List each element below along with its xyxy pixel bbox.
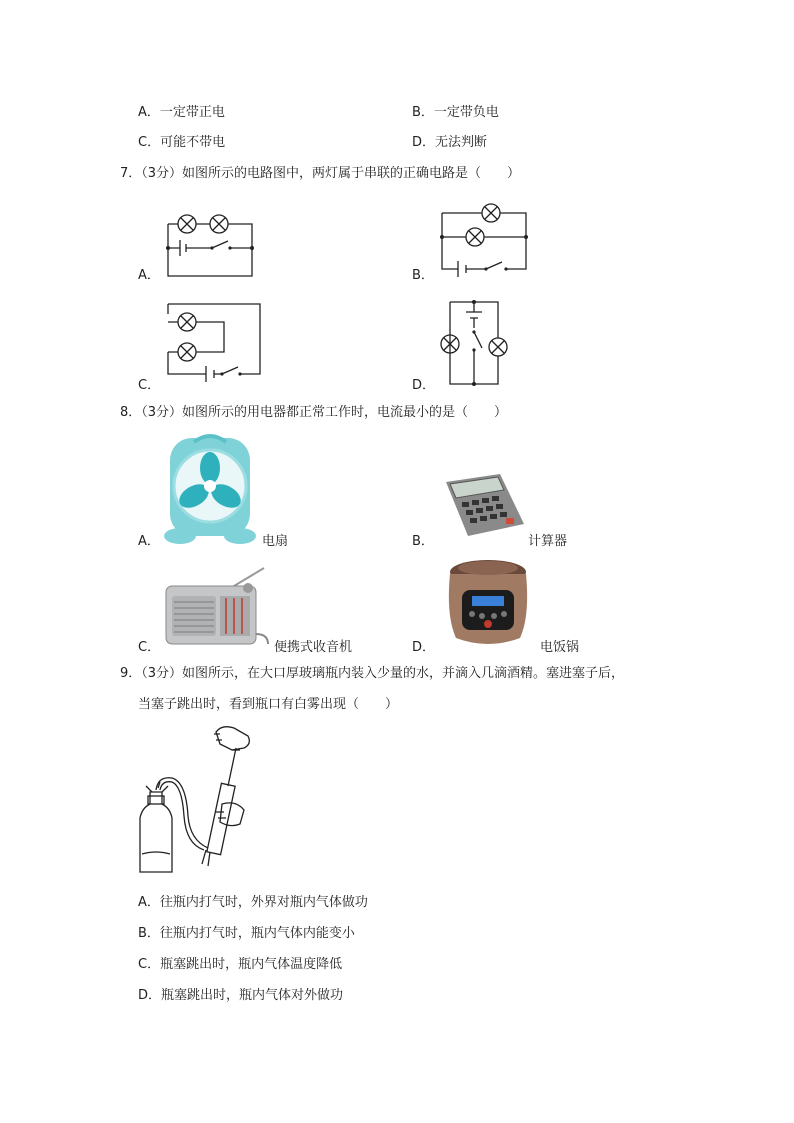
electric-fan-image — [162, 436, 258, 546]
calculator-image — [440, 474, 526, 540]
option-key: C． — [138, 135, 161, 150]
option-text: 瓶塞跳出时，瓶内气体温度降低 — [160, 957, 343, 972]
circuit-b-diagram — [438, 203, 538, 279]
q9-option-d — [138, 988, 343, 1004]
lamp-icon — [178, 215, 196, 233]
q7-label-b: B． — [412, 268, 434, 283]
switch-icon — [472, 330, 482, 351]
circuit-d-diagram — [440, 298, 520, 388]
option-text: 往瓶内打气时，外界对瓶内气体做功 — [159, 895, 368, 910]
option-text: 一定带正电 — [159, 105, 225, 120]
lamp-icon — [466, 228, 484, 246]
switch-icon — [484, 262, 507, 271]
circuit-c-diagram — [164, 300, 264, 380]
q8-option-d-text: 电饭锅 — [540, 640, 580, 655]
option-text: 可能不带电 — [160, 135, 226, 150]
option-text: 无法判断 — [435, 135, 488, 150]
q8-option-c-key: C． — [138, 640, 161, 655]
switch-icon — [210, 241, 231, 250]
option-key: D． — [138, 988, 162, 1003]
q9-stem-line1: 9．（3分）如图所示，在大口厚玻璃瓶内装入少量的水，并滴入几滴酒精。塞进塞子后， — [120, 666, 625, 681]
q8-option-c-text: 便携式收音机 — [274, 640, 353, 655]
battery-icon — [206, 366, 214, 382]
option-key: B． — [412, 105, 434, 120]
option-key: C． — [138, 957, 161, 972]
option-key: A． — [138, 105, 160, 120]
q8-option-b-key: B． — [412, 534, 434, 549]
q7-label-a: A． — [138, 268, 160, 283]
q6-option-d — [412, 135, 487, 151]
option-text: 一定带负电 — [433, 105, 499, 120]
battery-icon — [180, 240, 186, 256]
q7-label-d: D． — [412, 378, 436, 393]
option-key: A． — [138, 895, 160, 910]
q9-option-c — [138, 957, 342, 973]
portable-radio-image — [164, 564, 274, 648]
lamp-icon — [210, 215, 228, 233]
q8-option-b-text: 计算器 — [528, 534, 568, 549]
option-key: B． — [138, 926, 160, 941]
lamp-icon — [482, 204, 500, 222]
option-text: 往瓶内打气时，瓶内气体内能变小 — [159, 926, 355, 941]
q7-stem: 7．（3分）如图所示的电路图中，两灯属于串联的正确电路是（ ） — [120, 166, 521, 181]
lamp-icon — [178, 343, 196, 361]
q8-option-d-key: D． — [412, 640, 436, 655]
q8-option-a-key: A． — [138, 534, 160, 549]
q6-option-b — [412, 105, 499, 121]
q9-option-b — [138, 926, 355, 942]
q7-label-c: C． — [138, 378, 161, 393]
q6-option-a — [138, 105, 225, 121]
switch-icon — [220, 367, 241, 376]
q8-stem: 8．（3分）如图所示的用电器都正常工作时，电流最小的是（ ） — [120, 405, 508, 420]
q8-option-a-text: 电扇 — [262, 534, 289, 549]
bottle-pump-illustration — [136, 726, 260, 878]
lamp-icon — [489, 338, 507, 356]
option-key: D． — [412, 135, 436, 150]
battery-icon — [466, 312, 482, 318]
q9-option-a — [138, 895, 368, 911]
circuit-a-diagram — [160, 210, 260, 280]
q6-option-c — [138, 135, 225, 151]
lamp-icon — [178, 313, 196, 331]
option-text: 瓶塞跳出时，瓶内气体对外做功 — [161, 988, 344, 1003]
battery-icon — [458, 261, 466, 277]
q9-stem-line2: 当塞子跳出时，看到瓶口有白雾出现（ ） — [138, 697, 399, 712]
rice-cooker-image — [442, 556, 534, 650]
